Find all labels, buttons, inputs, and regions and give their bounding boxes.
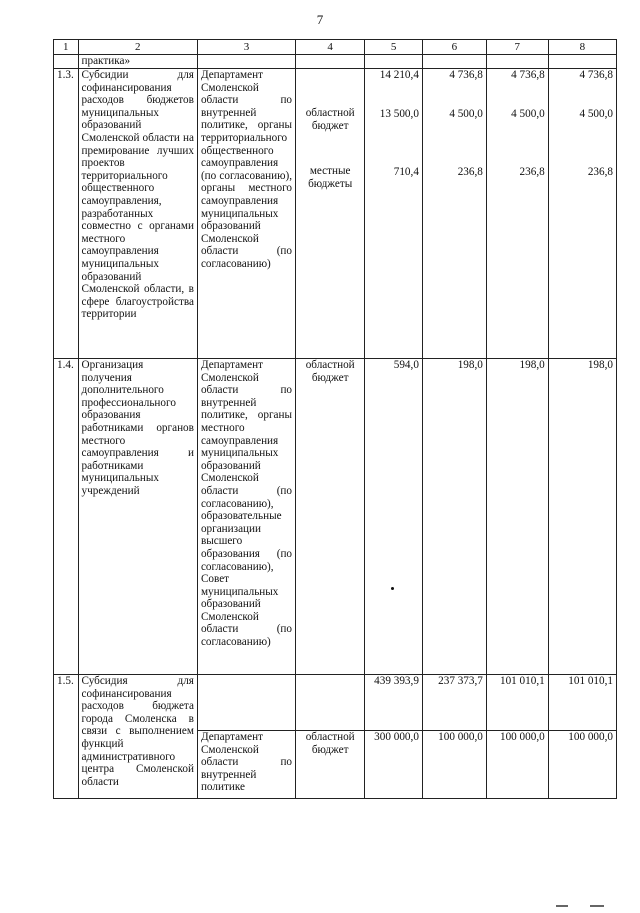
- column-number: 3: [197, 40, 295, 55]
- value-year3: 101 010,1: [548, 675, 616, 731]
- year1-values: [422, 69, 486, 359]
- budget-table: [53, 39, 617, 799]
- total-values: [365, 69, 423, 359]
- value-year3: 236,8: [587, 166, 613, 179]
- row-number: 1.5.: [54, 675, 79, 799]
- value-year1: 236,8: [457, 166, 483, 179]
- value-year2: 100 000,0: [486, 731, 548, 799]
- year2-values: [486, 69, 548, 359]
- value-total: 710,4: [393, 166, 419, 179]
- continuation-row: [54, 55, 617, 69]
- table-row: [54, 675, 617, 731]
- value-year2: 4 736,8: [511, 69, 545, 81]
- column-number-row: [54, 40, 617, 55]
- scan-mark: [556, 905, 568, 907]
- continuation-text: практика»: [78, 55, 197, 69]
- year3-values: [548, 69, 616, 359]
- row-number: 1.3.: [54, 69, 79, 359]
- executor: Департамент Смоленской области по внутренней политике: [197, 731, 295, 799]
- value-year2: 198,0: [486, 359, 548, 675]
- value-year1: 4 736,8: [449, 69, 483, 81]
- column-number: 4: [296, 40, 365, 55]
- value-year2: 101 010,1: [486, 675, 548, 731]
- funding-sources: [296, 69, 365, 359]
- value-total: 594,0: [365, 359, 423, 675]
- column-number: 7: [486, 40, 548, 55]
- scan-speck: [391, 587, 394, 590]
- column-number: 1: [54, 40, 79, 55]
- value-year1: 4 500,0: [449, 107, 483, 120]
- source-label: областной бюджет: [305, 107, 355, 132]
- scan-mark: [590, 905, 604, 907]
- value-year3: 4 500,0: [579, 107, 613, 120]
- value-year1: 100 000,0: [422, 731, 486, 799]
- value-total: 300 000,0: [365, 731, 423, 799]
- column-number: 5: [365, 40, 423, 55]
- value-year3: 4 736,8: [579, 69, 613, 81]
- row-number: 1.4.: [54, 359, 79, 675]
- table-row: [54, 69, 617, 359]
- measure-name: Субсидии для софинансирования расходов бюджетов муниципальных образований Смоленской области на премирование лучших проектов территориального общественного самоуправления, разработанных совместно с органами местного самоуправления муниципальных образований Смоленской области, в сфере благоустройства территории: [78, 69, 197, 359]
- value-year3: 100 000,0: [548, 731, 616, 799]
- measure-name: Организация получения дополнительного профессионального образования работниками органов местного самоуправления и работниками муниципальных учреждений: [78, 359, 197, 675]
- page-number: 7: [316, 12, 324, 27]
- source-label: местные бюджеты: [308, 165, 353, 190]
- value-total: 13 500,0: [379, 107, 419, 120]
- value-year3: 198,0: [548, 359, 616, 675]
- source-label: областной бюджет: [296, 731, 365, 799]
- executor: Департамент Смоленской области по внутренней политике, органы территориального общественного самоуправления (по согласованию), органы местного самоуправления муниципальных образований Смоленской области (по согласованию): [197, 69, 295, 359]
- column-number: 8: [548, 40, 616, 55]
- value-year2: 236,8: [519, 166, 545, 179]
- value-total: 439 393,9: [365, 675, 423, 731]
- column-number: 6: [422, 40, 486, 55]
- value-year2: 4 500,0: [511, 107, 545, 120]
- measure-name: Субсидия для софинансирования расходов бюджета города Смоленска в связи с выполнением функций административного центра Смоленской области: [78, 675, 197, 799]
- value-year1: 237 373,7: [422, 675, 486, 731]
- value-year1: 198,0: [422, 359, 486, 675]
- value-total: 14 210,4: [379, 69, 419, 81]
- column-number: 2: [78, 40, 197, 55]
- table-row: [54, 359, 617, 675]
- source-label: областной бюджет: [296, 359, 365, 675]
- executor: Департамент Смоленской области по внутренней политике, органы местного самоуправления муниципальных образований Смоленской области (по согласованию), образовательные организации высшего образования (по согласованию), Совет муниципальных образований Смоленской области (по согласованию): [197, 359, 295, 675]
